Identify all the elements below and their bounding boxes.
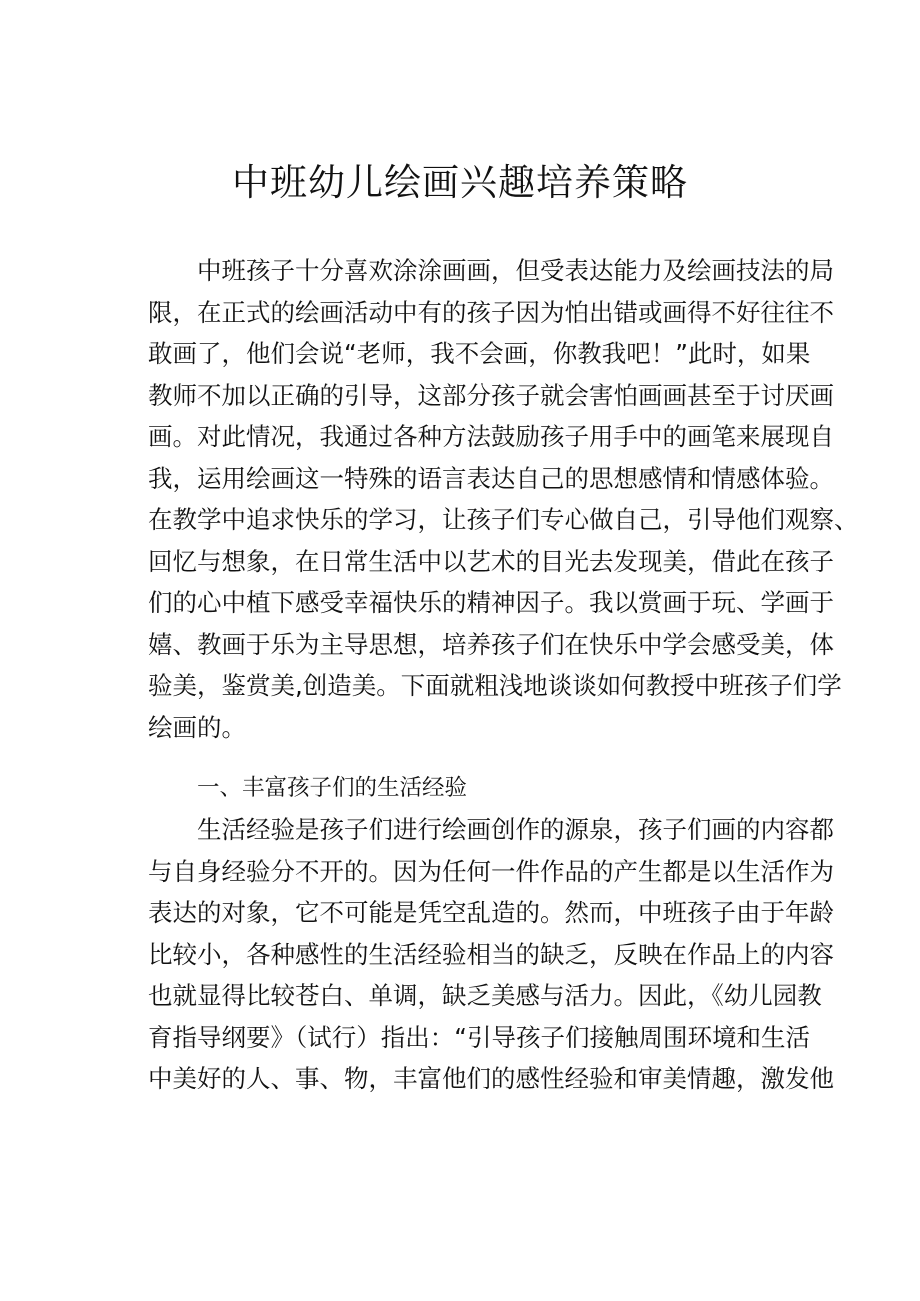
paragraph-line: 们的心中植下感受幸福快乐的精神因子。我以赏画于玩、学画于 bbox=[148, 588, 834, 617]
paragraph-line: 育指导纲要》（试行）指出：“引导孩子们接触周围环境和生活 bbox=[148, 1022, 810, 1052]
paragraph-line: 画。对此情况，我通过各种方法鼓励孩子用手中的画笔来展现自 bbox=[148, 422, 834, 451]
paragraph-line: 中美好的人、事、物，丰富他们的感性经验和审美情趣，激发他 bbox=[148, 1064, 834, 1093]
paragraph-line: 限，在正式的绘画活动中有的孩子因为怕出错或画得不好往往不 bbox=[148, 297, 834, 327]
paragraph-line: 与自身经验分不开的。因为任何一件作品的产生都是以生活作为 bbox=[148, 856, 834, 886]
paragraph-line: 验美，鉴赏美,创造美。下面就粗浅地谈谈如何教授中班孩子们学 bbox=[148, 671, 842, 700]
paragraph-line: 我，运用绘画这一特殊的语言表达自己的思想感情和情感体验。 bbox=[148, 463, 834, 493]
paragraph-line: 敢画了，他们会说“老师，我不会画，你教我吧！”此时，如果 bbox=[148, 339, 811, 368]
paragraph-line: 教师不加以正确的引导，这部分孩子就会害怕画画甚至于讨厌画 bbox=[148, 380, 834, 410]
paragraph-line: 生活经验是孩子们进行绘画创作的源泉，孩子们画的内容都 bbox=[148, 815, 834, 844]
document-title: 中班幼儿绘画兴趣培养策略 bbox=[232, 161, 688, 204]
paragraph-line: 表达的对象，它不可能是凭空乱造的。然而，中班孩子由于年龄 bbox=[148, 898, 834, 927]
paragraph-line: 比较小，各种感性的生活经验相当的缺乏，反映在作品上的内容 bbox=[148, 939, 834, 969]
paragraph-line: 嬉、教画于乐为主导思想，培养孩子们在快乐中学会感受美，体 bbox=[148, 629, 834, 659]
paragraph-line: 在教学中追求快乐的学习，让孩子们专心做自己，引导他们观察、 bbox=[148, 505, 859, 534]
intro-paragraph bbox=[148, 250, 859, 748]
section-heading: 一、丰富孩子们的生活经验 bbox=[197, 775, 468, 801]
section-paragraph bbox=[148, 809, 834, 1100]
paragraph-line: 绘画的。 bbox=[148, 712, 246, 742]
paragraph-line: 中班孩子十分喜欢涂涂画画，但受表达能力及绘画技法的局 bbox=[148, 256, 834, 285]
paragraph-line: 回忆与想象，在日常生活中以艺术的目光去发现美，借此在孩子 bbox=[148, 546, 834, 576]
paragraph-line: 也就显得比较苍白、单调，缺乏美感与活力。因此，《幼儿园教 bbox=[148, 981, 822, 1010]
